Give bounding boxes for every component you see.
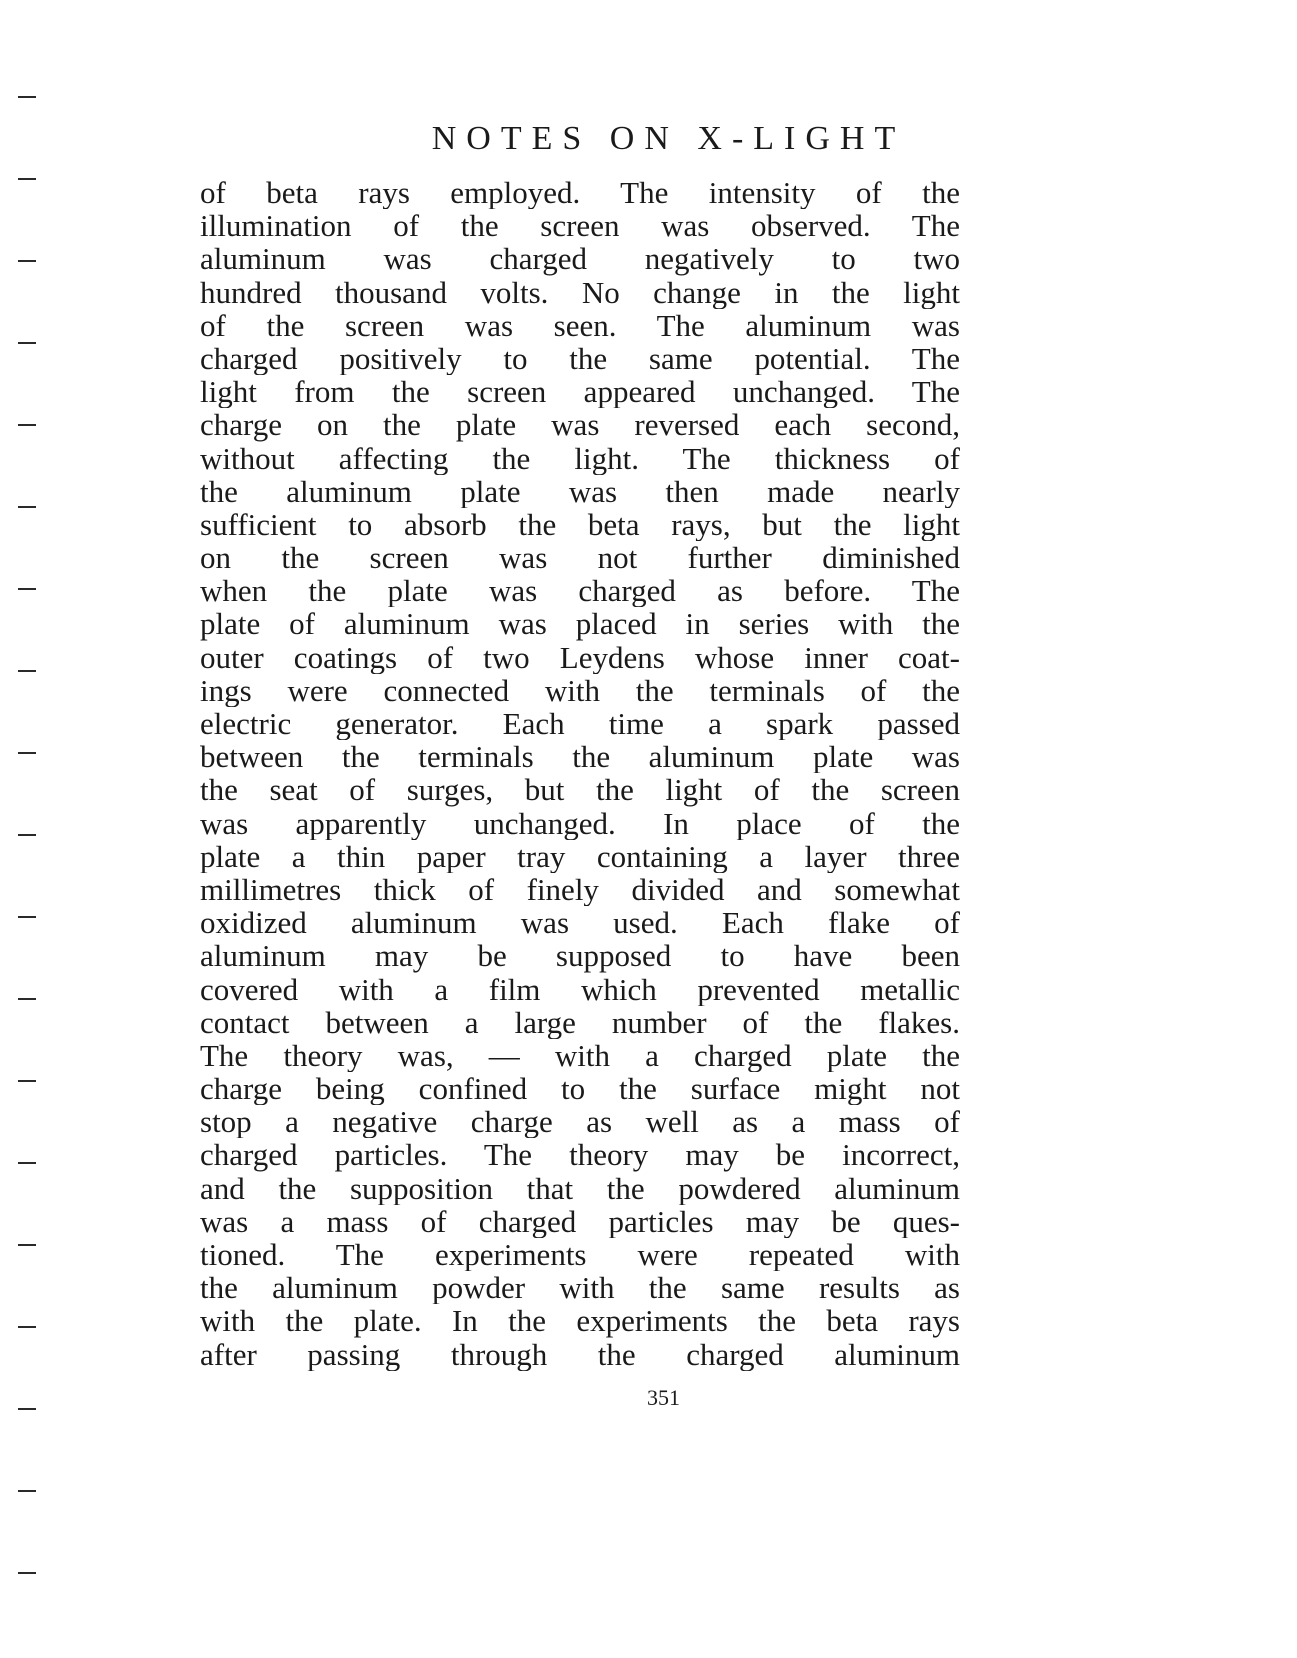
body-text — [200, 176, 960, 1371]
margin-tick — [18, 916, 36, 918]
margin-tick — [18, 424, 36, 426]
margin-tick — [18, 588, 36, 590]
margin-tick — [18, 1244, 36, 1246]
text-line: the seat of surges, but the light of the screen — [200, 773, 960, 807]
text-line: The theory was, — with a charged plate the — [200, 1038, 960, 1073]
margin-tick — [18, 670, 36, 672]
margin-tick — [18, 1326, 36, 1328]
text-line: ings were connected with the terminals of the — [200, 673, 960, 707]
margin-tick — [18, 998, 36, 1000]
text-line: sufficient to absorb the beta rays, but the light — [200, 507, 960, 542]
text-line: charged positively to the same potential. The — [200, 341, 960, 376]
margin-tick — [18, 342, 36, 344]
text-line: was apparently unchanged. In place of the — [200, 806, 960, 840]
text-line: millimetres thick of finely divided and somewhat — [200, 872, 960, 907]
text-line: and the supposition that the powdered aluminum — [200, 1171, 960, 1205]
margin-tick — [18, 260, 36, 262]
text-line: stop a negative charge as well as a mass of — [200, 1105, 960, 1139]
margin-tick — [18, 752, 36, 754]
text-line: plate a thin paper tray containing a layer three — [200, 839, 960, 873]
text-line: tioned. The experiments were repeated with — [200, 1238, 960, 1272]
page-number: 351 — [647, 1385, 680, 1410]
text-line: with the plate. In the experiments the beta rays — [200, 1304, 960, 1338]
text-line: after passing through the charged aluminum — [200, 1337, 960, 1371]
text-line: when the plate was charged as before. The — [200, 574, 960, 608]
text-line: the aluminum plate was then made nearly — [200, 474, 960, 508]
text-line: aluminum may be supposed to have been — [200, 939, 960, 973]
margin-tick — [18, 1080, 36, 1082]
text-line: on the screen was not further diminished — [200, 541, 960, 575]
margin-tick — [18, 834, 36, 836]
text-line: of the screen was seen. The aluminum was — [200, 308, 960, 342]
margin-tick — [18, 1572, 36, 1574]
margin-tick — [18, 1490, 36, 1492]
text-line: charge being confined to the surface might not — [200, 1072, 960, 1106]
text-line: charged particles. The theory may be incorrect, — [200, 1138, 960, 1172]
text-line: oxidized aluminum was used. Each flake of — [200, 906, 960, 940]
text-line: between the terminals the aluminum plate was — [200, 740, 960, 774]
text-line: covered with a film which prevented metallic — [200, 972, 960, 1006]
text-line: contact between a large number of the flakes. — [200, 1005, 960, 1039]
text-line: light from the screen appeared unchanged. The — [200, 375, 960, 409]
text-line: illumination of the screen was observed. The — [200, 209, 960, 243]
text-line: of beta rays employed. The intensity of the — [200, 176, 960, 210]
margin-tick — [18, 506, 36, 508]
text-line: without affecting the light. The thickness of — [200, 441, 960, 475]
text-line: was a mass of charged particles may be ques- — [200, 1204, 960, 1238]
running-head: NOTES ON X-LIGHT — [431, 120, 906, 157]
text-line: charge on the plate was reversed each second, — [200, 408, 960, 442]
text-line: the aluminum powder with the same results as — [200, 1271, 960, 1305]
text-line: electric generator. Each time a spark passed — [200, 707, 960, 741]
margin-tick — [18, 178, 36, 180]
margin-tick — [18, 96, 36, 98]
text-line: outer coatings of two Leydens whose inner coat- — [200, 640, 960, 674]
text-line: plate of aluminum was placed in series with the — [200, 607, 960, 641]
text-line: aluminum was charged negatively to two — [200, 242, 960, 276]
margin-tick — [18, 1162, 36, 1164]
text-line: hundred thousand volts. No change in the light — [200, 275, 960, 309]
